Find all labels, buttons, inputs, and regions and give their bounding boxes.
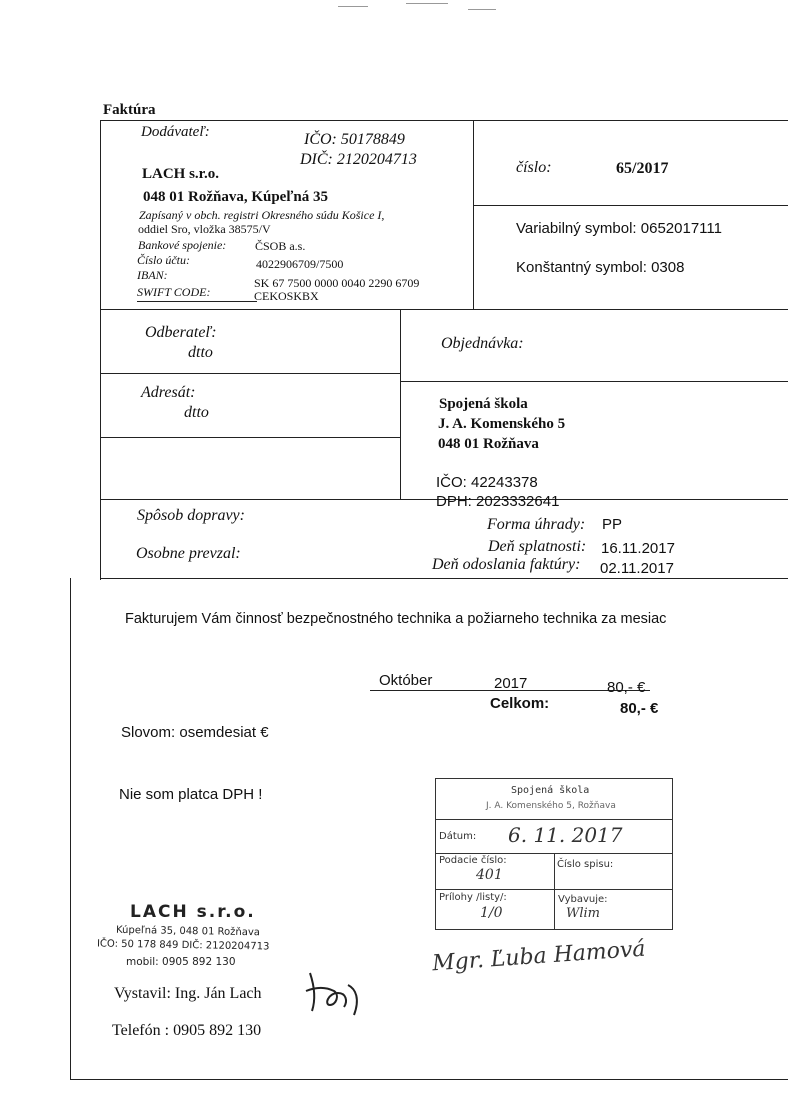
swift-underline (137, 301, 257, 302)
swift-value: CEKOSKBX (254, 289, 319, 303)
customer-name-line1: Spojená škola (439, 396, 528, 412)
stamp-ref-label: Podacie číslo: (439, 855, 507, 866)
bank-value: ČSOB a.s. (255, 239, 306, 253)
constant-symbol: Konštantný symbol: 0308 (516, 259, 685, 276)
stamp-file-label: Číslo spisu: (557, 859, 614, 870)
account-value: 4022906709/7500 (256, 257, 344, 271)
scan-artifact (338, 6, 368, 7)
frame-line (400, 381, 788, 382)
frame-line (100, 120, 788, 121)
receiver-signature: Mgr. Ľuba Hamová (431, 936, 647, 977)
supplier-ico: IČO: 50178849 (304, 131, 405, 148)
addressee-value: dtto (184, 404, 209, 421)
scan-artifact (468, 9, 496, 10)
receipt-stamp (435, 778, 673, 930)
stamp-attach-value: 1/0 (480, 905, 503, 921)
document-title: Faktúra (103, 102, 156, 118)
amount-in-words: Slovom: osemdesiat € (121, 724, 269, 741)
customer-label: Odberateľ: (145, 324, 217, 341)
supplier-dic: DIČ: 2120204713 (300, 151, 417, 168)
frame-line (70, 1079, 788, 1080)
stamp-divider (436, 889, 672, 890)
company-stamp-name: LACH s.r.o. (130, 902, 256, 922)
receipt-stamp-line2: J. A. Komenského 5, Rožňava (486, 801, 616, 811)
item-year: 2017 (494, 675, 528, 692)
stamp-date-label: Dátum: (439, 831, 477, 842)
account-label: Číslo účtu: (137, 253, 190, 267)
frame-line (100, 309, 788, 310)
frame-line (400, 309, 401, 499)
item-month: Október (379, 672, 433, 689)
stamp-date-value: 6. 11. 2017 (508, 823, 623, 847)
issuer-phone: Telefón : 0905 892 130 (112, 1022, 262, 1039)
company-stamp (96, 902, 296, 982)
vat-note: Nie som platca DPH ! (119, 786, 263, 803)
frame-line (100, 120, 101, 580)
stamp-attach-label: Prílohy /listy/: (439, 892, 507, 903)
sent-value: 02.11.2017 (600, 560, 674, 577)
addressee-label: Adresát: (141, 384, 196, 401)
variable-symbol: Variabilný symbol: 0652017111 (516, 220, 722, 237)
frame-line (100, 373, 400, 374)
supplier-name: LACH s.r.o. (142, 166, 219, 182)
total-label: Celkom: (490, 695, 550, 712)
frame-line (100, 578, 788, 579)
stamp-handler-label: Vybavuje: (558, 894, 608, 905)
customer-value: dtto (188, 344, 213, 361)
transport-label: Spôsob dopravy: (137, 507, 245, 524)
invoice-number-value: 65/2017 (616, 160, 669, 177)
stamp-divider (436, 819, 672, 820)
receipt-stamp-line1: Spojená škola (511, 785, 590, 796)
iban-value: SK 67 7500 0000 0040 2290 6709 (254, 276, 420, 290)
company-stamp-address: Kúpeľná 35, 048 01 Rožňava (115, 924, 261, 939)
supplier-address: 048 01 Rožňava, Kúpeľná 35 (143, 189, 328, 205)
swift-label: SWIFT CODE: (137, 285, 211, 299)
frame-line (100, 437, 400, 438)
order-label: Objednávka: (441, 335, 524, 352)
invoice-number-label: číslo: (516, 159, 552, 176)
stamp-divider (554, 853, 555, 929)
customer-name-line3: 048 01 Rožňava (438, 436, 539, 452)
customer-ico: IČO: 42243378 (436, 474, 538, 491)
supplier-label: Dodávateľ: (141, 124, 210, 140)
item-amount: 80,- € (607, 679, 646, 696)
payment-value: PP (602, 516, 623, 533)
bank-label: Bankové spojenie: (138, 238, 227, 252)
supplier-registry-line2: oddiel Sro, vložka 38575/V (138, 222, 271, 236)
item-description: Fakturujem Vám činnosť bezpečnostného technika a požiarneho technika za mesiac (125, 611, 667, 627)
total-value: 80,- € (620, 700, 659, 717)
due-label: Deň splatnosti: (488, 538, 587, 555)
payment-label: Forma úhrady: (487, 516, 586, 533)
customer-dph: DPH: 2023332641 (436, 493, 560, 510)
issued-by: Vystavil: Ing. Ján Lach (114, 985, 262, 1002)
iban-label: IBAN: (137, 268, 168, 282)
frame-line (473, 205, 788, 206)
scan-artifact (406, 3, 448, 4)
transport-value: Osobne prevzal: (136, 545, 241, 562)
due-value: 16.11.2017 (601, 540, 675, 557)
sent-label: Deň odoslania faktúry: (432, 556, 581, 573)
company-stamp-phone: mobil: 0905 892 130 (126, 956, 236, 968)
issuer-signature (300, 965, 372, 1021)
stamp-handler-value: Wlim (566, 906, 601, 921)
supplier-registry-line1: Zapísaný v obch. registri Okresného súdu Košice I, (139, 208, 385, 222)
stamp-ref-value: 401 (476, 867, 503, 883)
frame-line (70, 578, 71, 1080)
company-stamp-ids: IČO: 50 178 849 DIČ: 2120204713 (96, 938, 270, 953)
frame-line (473, 120, 474, 310)
customer-name-line2: J. A. Komenského 5 (438, 416, 566, 432)
